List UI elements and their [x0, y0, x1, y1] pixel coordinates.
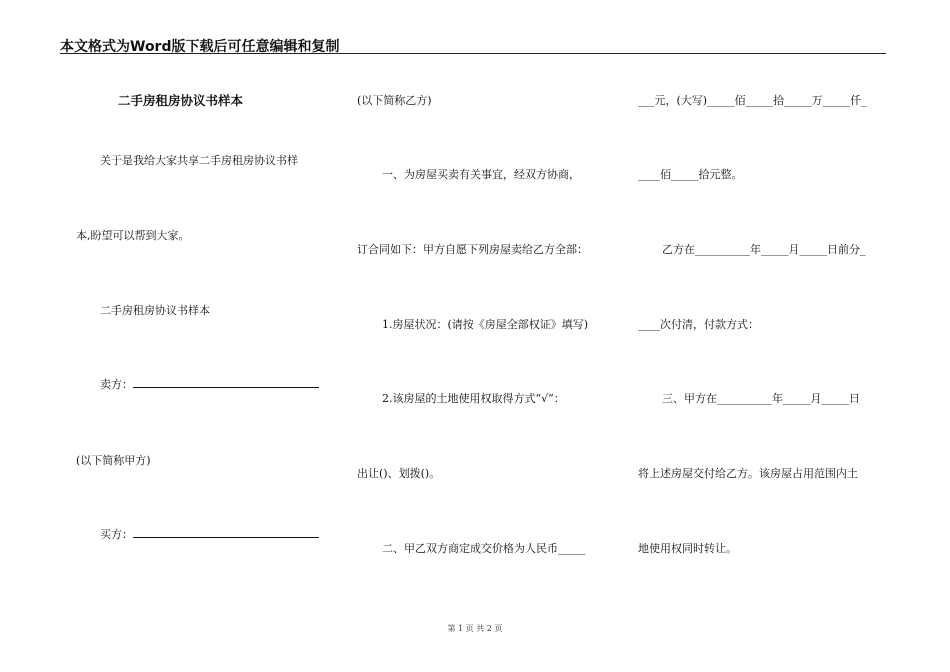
price-amount-line-2: ____佰_____拾元整。 [638, 168, 743, 181]
clause-1-line-1: 一、为房屋买卖有关事宜，经双方协商， [382, 168, 580, 181]
clause-3-line-2: 将上述房屋交付给乙方。该房屋占用范围内土 [638, 467, 858, 480]
clause-3-line-1: 三、甲方在__________年_____月_____日 [662, 392, 860, 405]
clause-1-line-2: 订合同如下：甲方自愿下列房屋卖给乙方全部： [357, 243, 588, 256]
seller-note: (以下简称甲方) [76, 454, 151, 467]
clause-2-line-1: 二、甲乙双方商定成交价格为人民币_____ [382, 542, 586, 555]
buyer-label: 买方： [100, 528, 133, 541]
item-1-property-status: 1.房屋状况：(请按《房屋全部权证》填写) [382, 318, 589, 331]
section-subtitle: 二手房租房协议书样本 [100, 304, 210, 317]
page-number: 第 1 页 共 2 页 [447, 624, 503, 633]
payment-line-1: 乙方在__________年_____月_____日前分_ [662, 243, 866, 256]
price-amount-line-1: ___元，(大写)_____佰_____拾_____万_____仟_ [638, 94, 867, 107]
item-2-options: 出让()、划拨()。 [357, 467, 441, 480]
item-2-land-use-right: 2.该房屋的土地使用权取得方式“√”： [382, 392, 565, 405]
payment-line-2: ____次付清，付款方式： [638, 318, 759, 331]
intro-paragraph-line-2: 本,盼望可以帮到大家。 [76, 229, 190, 242]
buyer-note: (以下简称乙方) [357, 94, 432, 107]
intro-paragraph-line-1: 关于是我给大家共享二手房租房协议书样 [100, 154, 298, 167]
clause-3-line-3: 地使用权同时转让。 [638, 542, 737, 555]
seller-label: 卖方： [100, 378, 133, 391]
document-header-title: 本文格式为Word版下载后可任意编辑和复制 [60, 39, 340, 55]
document-title: 二手房租房协议书样本 [118, 93, 244, 108]
